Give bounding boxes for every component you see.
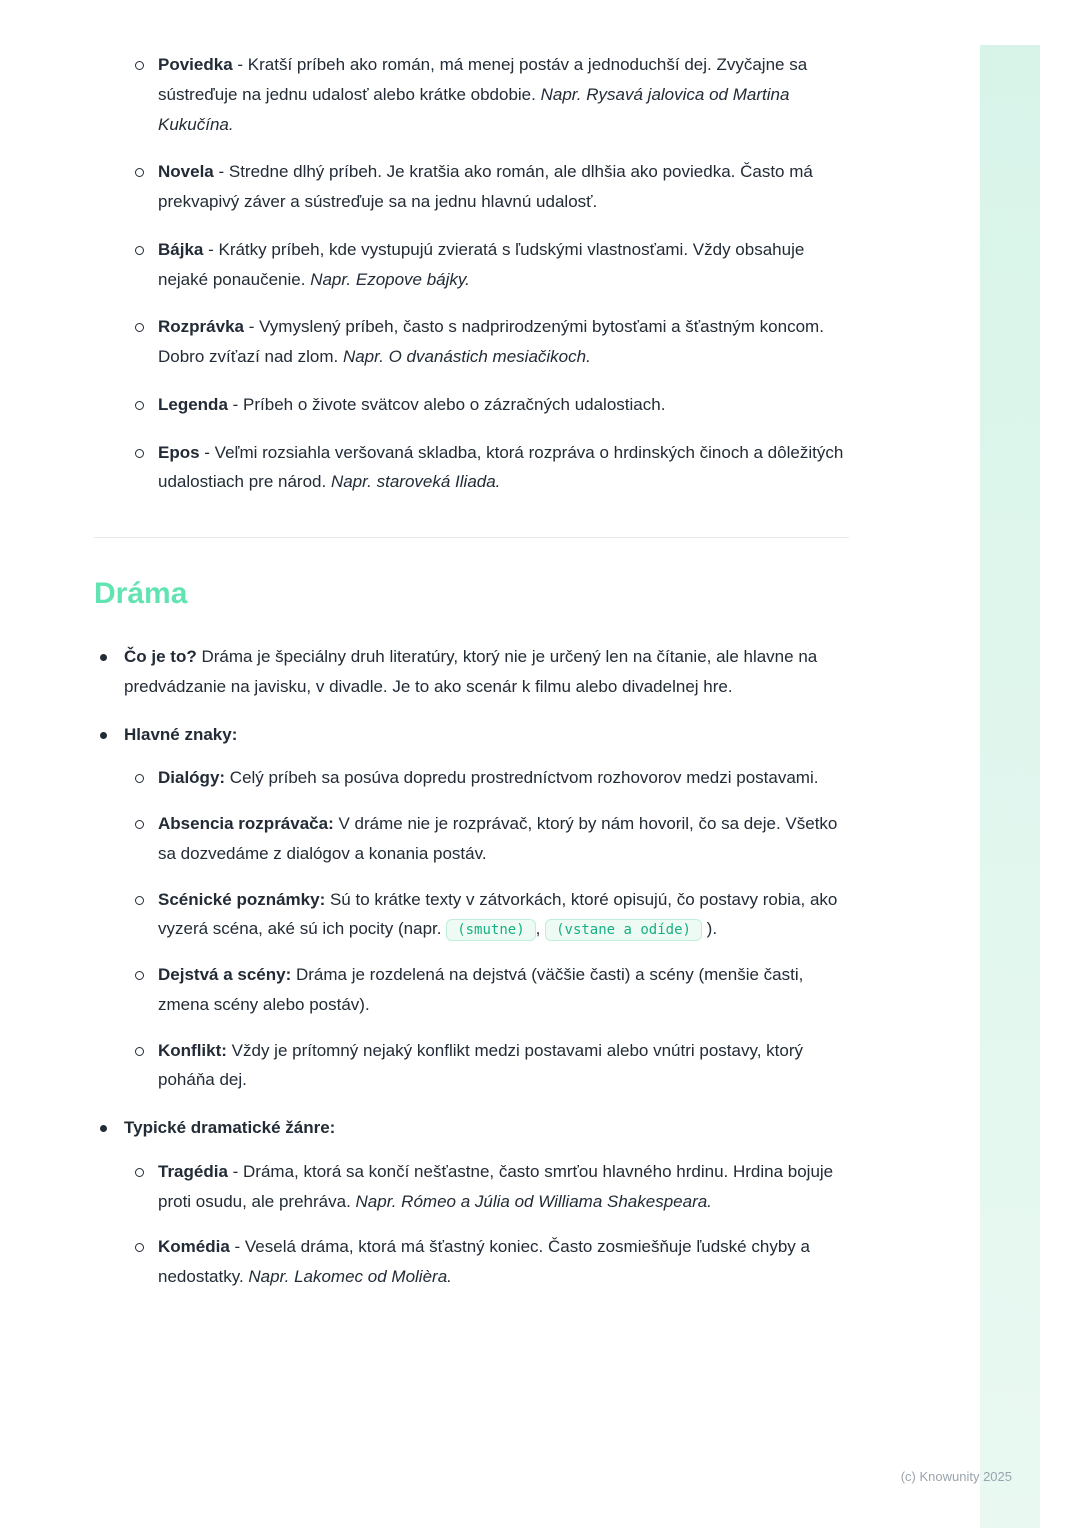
- term: Komédia: [158, 1237, 230, 1257]
- description: ,: [535, 919, 546, 939]
- list-item-bajka: [128, 235, 849, 295]
- description: - Príbeh o živote svätcov alebo o zázračných udalostiach.: [227, 394, 666, 414]
- list-item-absencia-rozpravaca: [128, 809, 849, 869]
- term: Legenda: [158, 394, 228, 414]
- list-item-typicke-zanre: [94, 1113, 849, 1292]
- description: Dráma je špeciálny druh literatúry, ktorý nie je určený len na čítanie, ale hlavne na predvádzanie na javisku, v divadle. Je to ako scenár k filmu alebo divadelnej hre.: [124, 647, 818, 696]
- term: Epos: [158, 442, 200, 462]
- description: - Veselá dráma, ktorá má šťastný koniec. Často zosmiešňuje ľudské chyby a nedostatky.: [158, 1237, 810, 1286]
- description: - Dráma, ktorá sa končí nešťastne, často smrťou hlavného hrdinu. Hrdina bojuje proti osudu, ale prehráva.: [158, 1161, 834, 1211]
- section-heading-drama: Dráma: [94, 577, 188, 610]
- description: - Veľmi rozsiahla veršovaná skladba, ktorá rozpráva o hrdinských činoch a dôležitých udalostiach pre národ.: [158, 442, 844, 492]
- description: ).: [701, 919, 718, 939]
- term: Rozprávka: [158, 317, 244, 337]
- example: Napr. O dvanástich mesiačikoch.: [342, 347, 591, 366]
- epic-genres-list: [128, 50, 849, 497]
- example: Napr. Lakomec od Molièra.: [248, 1267, 452, 1286]
- list-item-legenda: [128, 390, 849, 420]
- term: Novela: [158, 162, 214, 182]
- list-item-epos: [128, 438, 849, 498]
- term: Dejstvá a scény:: [158, 965, 292, 984]
- list-item-rozpravka: [128, 312, 849, 372]
- list-item-scenicke-poznamky: [128, 885, 849, 945]
- term: Konflikt:: [158, 1040, 227, 1060]
- description: - Stredne dlhý príbeh. Je kratšia ako román, ale dlhšia ako poviedka. Často má prekvapivý záver a sústreďuje sa na jednu hlavnú udalosť.: [158, 162, 813, 211]
- term: Scénické poznámky:: [158, 889, 326, 909]
- list-item-poviedka: [128, 50, 849, 139]
- description: Sú to krátke texty v zátvorkách, ktoré opisujú, čo postavy robia, ako vyzerá scéna, aké sú ich pocity (napr.: [158, 889, 838, 939]
- document-content: [94, 50, 849, 1310]
- description: Celý príbeh sa posúva dopredu prostredníctvom rozhovorov medzi postavami.: [225, 768, 819, 788]
- example: Napr. staroveká Iliada.: [330, 472, 501, 492]
- term: Bájka: [158, 239, 204, 259]
- description: Vždy je prítomný nejaký konflikt medzi postavami alebo vnútri postavy, ktorý poháňa dej.: [158, 1040, 803, 1090]
- side-accent-bar: [980, 45, 1040, 1528]
- example: Napr. Rysavá jalovica od Martina Kukučína.: [158, 84, 790, 134]
- term: Typické dramatické žánre:: [124, 1118, 336, 1137]
- term: Absencia rozprávača:: [158, 814, 334, 833]
- list-item-dialogy: [128, 763, 849, 793]
- drama-genres-list: [128, 1157, 849, 1292]
- drama-list: [94, 642, 849, 1292]
- example: Napr. Ezopove bájky.: [310, 269, 470, 289]
- description: V dráme nie je rozprávač, ktorý by nám hovoril, čo sa deje. Všetko sa dozvedáme z dialógov a konania postáv.: [158, 814, 838, 863]
- term: Dialógy:: [158, 768, 226, 788]
- description: - Kratší príbeh ako román, má menej postáv a jednoduchší dej. Zvyčajne sa sústreďuje na jednu udalosť alebo krátke obdobie.: [158, 55, 808, 104]
- section-divider: [94, 537, 849, 538]
- stage-direction-chip: (smutne): [446, 919, 535, 941]
- term: Tragédia: [158, 1161, 228, 1181]
- drama-features-list: [128, 763, 849, 1095]
- list-item-hlavne-znaky: [94, 720, 849, 1096]
- description: - Vymyslený príbeh, často s nadprirodzenými bytosťami a šťastným koncom. Dobro zvíťazí nad zlom.: [158, 317, 824, 366]
- term: Čo je to?: [124, 647, 197, 666]
- list-item-novela: [128, 157, 849, 217]
- description: Dráma je rozdelená na dejstvá (väčšie časti) a scény (menšie časti, zmena scény alebo postáv).: [158, 965, 804, 1014]
- list-item-komedia: [128, 1232, 849, 1292]
- term: Poviedka: [158, 55, 233, 74]
- list-item-co-je-to: [94, 642, 849, 702]
- example: Napr. Rómeo a Júlia od Williama Shakespeara.: [355, 1191, 712, 1211]
- list-item-dejstva-a-sceny: [128, 960, 849, 1020]
- description: - Krátky príbeh, kde vystupujú zvieratá s ľudskými vlastnosťami. Vždy obsahuje nejaké ponaučenie.: [158, 239, 805, 289]
- stage-direction-chip: (vstane a odíde): [545, 919, 702, 941]
- list-item-tragedia: [128, 1157, 849, 1217]
- copyright-notice: (c) Knowunity 2025: [900, 1469, 1012, 1484]
- list-item-konflikt: [128, 1036, 849, 1096]
- term: Hlavné znaky:: [124, 724, 238, 744]
